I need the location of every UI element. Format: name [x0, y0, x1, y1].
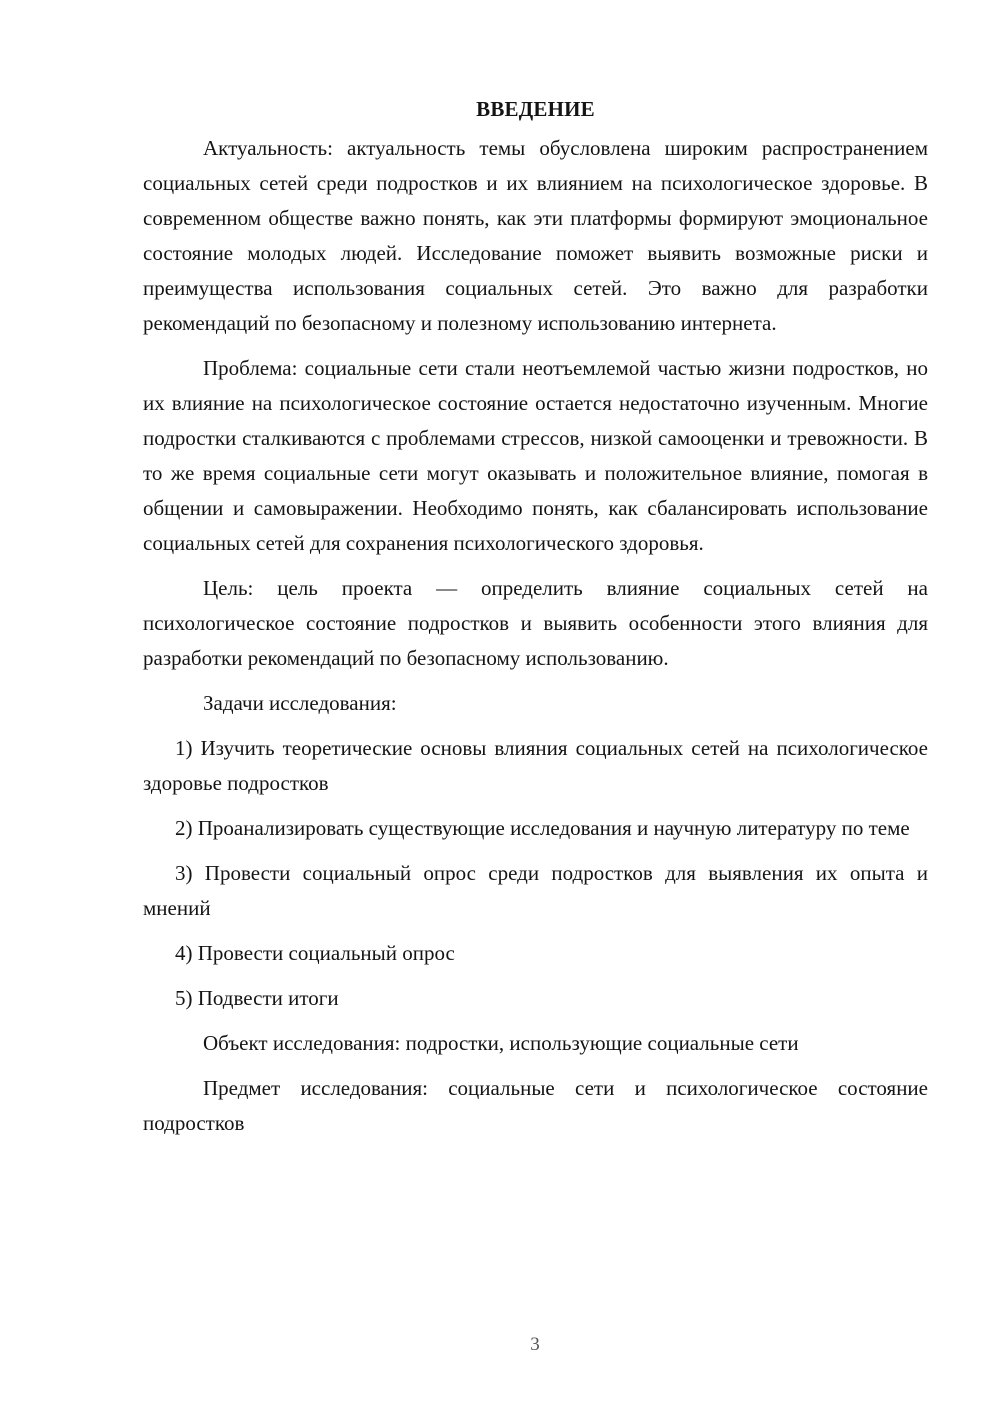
page-title: ВВЕДЕНИЕ [476, 97, 595, 121]
list-item: 4) Провести социальный опрос [175, 941, 455, 965]
paragraph-relevance: Актуальность: актуальность темы обусловлена широким распространением социальных сетей среди подростков и их влиянием на психологическое здоровье. В современном обществе важно понять, как эти платформы формируют эмоциональное состояние молодых людей. Исследование поможет выявить возможные риски и преимущества использования социальных сетей. Это важно для разработки рекомендаций по безопасному и полезному использованию интернета. [143, 136, 928, 335]
tasks-list [143, 731, 928, 1016]
list-item: 1) Изучить теоретические основы влияния социальных сетей на психологическое здоровье подростков [143, 736, 928, 795]
page-number: 3 [530, 1334, 540, 1355]
paragraph-tasks-heading: Задачи исследования: [203, 691, 397, 715]
paragraph-problem: Проблема: социальные сети стали неотъемлемой частью жизни подростков, но их влияние на психологическое состояние остается недостаточно изученным. Многие подростки сталкиваются с проблемами стрессов, низкой самооценки и тревожности. В то же время социальные сети могут оказывать и положительное влияние, помогая в общении и самовыражении. Необходимо понять, как сбалансировать использование социальных сетей для сохранения психологического здоровья. [143, 356, 928, 555]
list-item: 5) Подвести итоги [175, 986, 339, 1010]
document-page [143, 92, 928, 1151]
paragraph-goal: Цель: цель проекта — определить влияние социальных сетей на психологическое состояние подростков и выявить особенности этого влияния для разработки рекомендаций по безопасному использованию. [143, 576, 928, 670]
list-item: 2) Проанализировать существующие исследования и научную литературу по теме [175, 816, 910, 840]
paragraph-subject: Предмет исследования: социальные сети и психологическое состояние подростков [143, 1076, 928, 1135]
paragraph-object: Объект исследования: подростки, использующие социальные сети [203, 1031, 799, 1055]
list-item: 3) Провести социальный опрос среди подростков для выявления их опыта и мнений [143, 861, 928, 920]
